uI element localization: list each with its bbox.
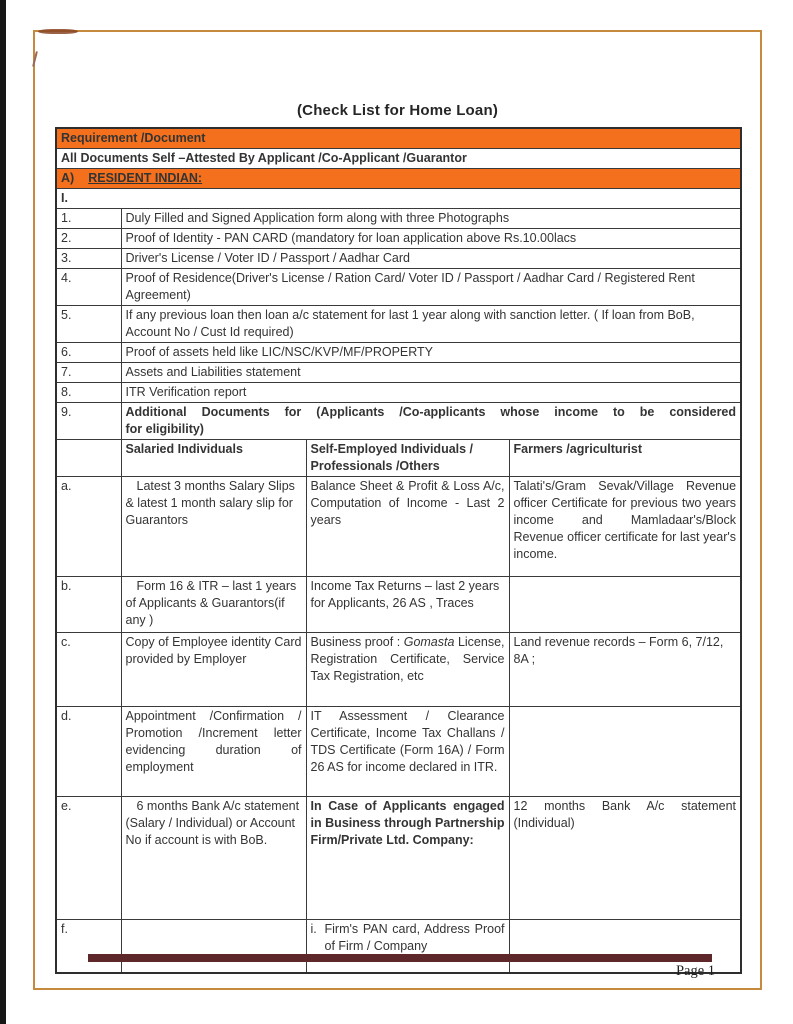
self-employed-cell: In Case of Applicants engaged in Business through Partnership Firm/Private Ltd. Company: [306,797,509,920]
page-title: (Check List for Home Loan) [296,102,499,119]
row-text: Proof of Residence(Driver's License / Ration Card/ Voter ID / Passport / Aadhar Card / Registered Rent Agreement) [121,269,741,306]
column-header-salaried: Salaried Individuals [121,440,306,477]
self-employed-cell: Balance Sheet & Profit & Loss A/c, Computation of Income - Last 2 years [306,477,509,577]
row-text: ITR Verification report [121,383,741,403]
list-item [311,921,505,955]
salaried-cell: Appointment /Confirmation / Promotion /Increment letter evidencing duration of employment [121,707,306,797]
page-number: Page 1 [675,963,715,979]
row-number: 4. [56,269,121,306]
row-number: 7. [56,363,121,383]
column-header-farmers: Farmers /agriculturist [509,440,741,477]
table-header-row [56,128,741,149]
row-text: Duly Filled and Signed Application form along with three Photographs [121,209,741,229]
table-row [56,363,741,383]
table-row [56,383,741,403]
salaried-cell: Latest 3 months Salary Slips & latest 1 month salary slip for Guarantors [121,477,306,577]
farmers-cell [509,577,741,633]
additional-docs-row [56,403,741,440]
table-row [56,249,741,269]
table-header: Requirement /Document [56,128,741,149]
business-proof-prefix: Business proof : [310,635,404,649]
list-marker: i. [310,922,317,936]
table-row [56,209,741,229]
row-number: 9. [56,403,121,440]
row-letter: c. [56,633,121,707]
table-row [56,229,741,249]
section-header [56,169,741,189]
row-letter: f. [56,920,121,973]
row-text: Driver's License / Voter ID / Passport / Aadhar Card [121,249,741,269]
additional-docs-line1: Additional Documents for (Applicants /Co-applicants whose income to be considered [125,405,737,419]
row-text: Proof of assets held like LIC/NSC/KVP/MF/PROPERTY [121,343,741,363]
table-row-e [56,797,741,920]
column-header-empty [56,440,121,477]
additional-docs-text [121,403,741,440]
roman-row [56,189,741,209]
farmers-cell: Land revenue records – Form 6, 7/12, 8A ; [509,633,741,707]
footer-divider-bar [88,954,712,962]
table-row-c [56,633,741,707]
row-letter: e. [56,797,121,920]
row-number: 3. [56,249,121,269]
section-row [56,169,741,189]
table-row-d [56,707,741,797]
table-row-a [56,477,741,577]
additional-docs-line2: for eligibility) [125,422,204,436]
table-row [56,269,741,306]
row-number: 6. [56,343,121,363]
business-proof-rest: License, Registration Certificate, Service Tax Registration, etc [310,635,505,683]
farmers-cell [509,707,741,797]
roman-numeral: I. [56,189,741,209]
farmers-cell: 12 months Bank A/c statement (Individual) [509,797,741,920]
row-number: 2. [56,229,121,249]
row-letter: d. [56,707,121,797]
row-letter: a. [56,477,121,577]
row-number: 1. [56,209,121,229]
row-text: Proof of Identity - PAN CARD (mandatory for loan application above Rs.10.00lacs [121,229,741,249]
business-proof-italic: Gomasta [403,635,455,649]
row-text: Assets and Liabilities statement [121,363,741,383]
self-employed-cell [306,633,509,707]
attestation-note: All Documents Self –Attested By Applicant /Co-Applicant /Guarantor [56,149,741,169]
row-text: If any previous loan then loan a/c statement for last 1 year along with sanction letter. ( If loan from BoB, Account No / Cust Id required) [121,306,741,343]
self-employed-cell: Income Tax Returns – last 2 years for Applicants, 26 AS , Traces [306,577,509,633]
salaried-cell: Copy of Employee identity Card provided by Employer [121,633,306,707]
salaried-cell: 6 months Bank A/c statement (Salary / Individual) or Account No if account is with BoB. [121,797,306,920]
section-title: RESIDENT INDIAN: [88,171,203,185]
row-letter: b. [56,577,121,633]
column-header-self-employed: Self-Employed Individuals / Professionals /Others [306,440,509,477]
table-row [56,343,741,363]
pen-mark-icon [38,29,78,34]
farmers-cell: Talati's/Gram Sevak/Village Revenue officer Certificate for previous two years income and Mamladaar's/Block Revenue officer certificate for last year's income. [509,477,741,577]
column-header-row [56,440,741,477]
section-label: A) [61,171,75,185]
row-number: 8. [56,383,121,403]
row-number: 5. [56,306,121,343]
table-row-b [56,577,741,633]
table-row [56,306,741,343]
list-text: Firm's PAN card, Address Proof of Firm / Company [324,922,505,953]
attestation-row [56,149,741,169]
salaried-cell: Form 16 & ITR – last 1 years of Applicants & Guarantors(if any ) [121,577,306,633]
checklist-table [55,127,742,974]
self-employed-cell: IT Assessment / Clearance Certificate, Income Tax Challans / TDS Certificate (Form 16A) / Form 26 AS for income declared in ITR. [306,707,509,797]
scan-edge-strip [0,0,6,1024]
